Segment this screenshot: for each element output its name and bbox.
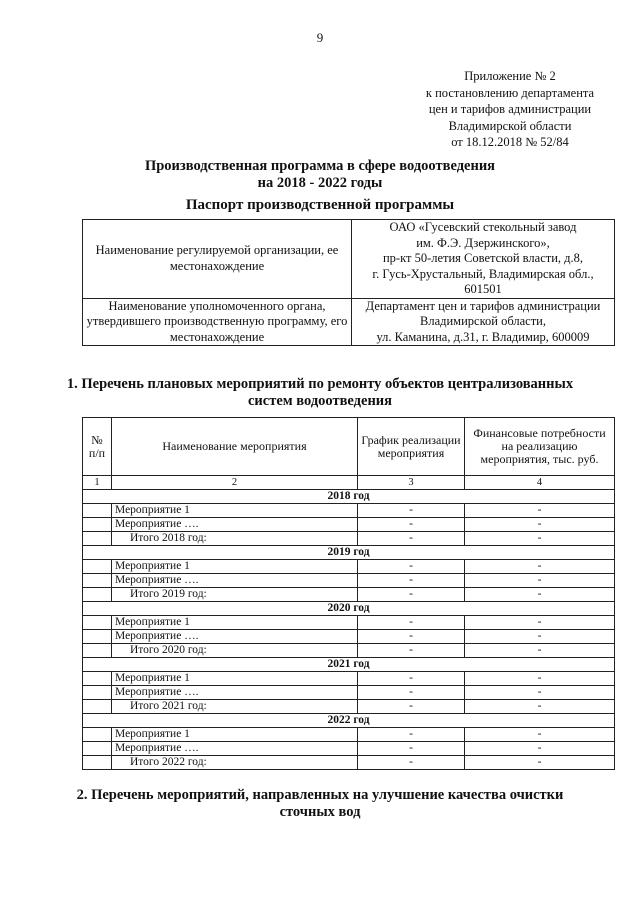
- activity-name: Мероприятие ….: [112, 630, 358, 644]
- row-number: [83, 518, 112, 532]
- schedule-value: -: [358, 574, 465, 588]
- table-row: [83, 672, 615, 686]
- table-row: [83, 630, 615, 644]
- header-schedule: График реализации мероприятия: [358, 418, 465, 476]
- activity-name: Мероприятие ….: [112, 574, 358, 588]
- document-title-line: на 2018 - 2022 годы: [257, 175, 383, 191]
- total-row: [83, 532, 615, 546]
- column-number-row: [83, 476, 615, 490]
- schedule-value: -: [358, 588, 465, 602]
- section1-title-line: систем водоотведения: [247, 393, 393, 409]
- header-activity-name: Наименование мероприятия: [112, 418, 358, 476]
- table-row: [83, 574, 615, 588]
- year-label: 2018 год: [83, 490, 615, 504]
- section2-title-line: 2. Перечень мероприятий, направленных на улучшение качества очистки: [76, 787, 564, 803]
- row-number: [83, 588, 112, 602]
- finance-value: -: [465, 532, 615, 546]
- passport-value-line: ул. Каманина, д.31, г. Владимир, 600009: [376, 329, 590, 344]
- appendix-line: к постановлению департамента: [425, 85, 595, 100]
- total-label: Итого 2019 год:: [112, 588, 358, 602]
- row-number: [83, 728, 112, 742]
- passport-heading: Паспорт производственной программы: [185, 197, 455, 213]
- activity-name: Мероприятие ….: [112, 518, 358, 532]
- schedule-value: -: [358, 532, 465, 546]
- row-number: [83, 630, 112, 644]
- finance-value: -: [465, 686, 615, 700]
- row-number: [83, 574, 112, 588]
- schedule-value: -: [358, 672, 465, 686]
- section2-title: [0, 787, 640, 821]
- schedule-value: -: [358, 616, 465, 630]
- finance-value: -: [465, 644, 615, 658]
- total-label: Итого 2022 год:: [112, 756, 358, 770]
- schedule-value: -: [358, 644, 465, 658]
- row-number: [83, 532, 112, 546]
- passport-value: [352, 298, 615, 346]
- schedule-value: -: [358, 504, 465, 518]
- year-label: 2021 год: [83, 658, 615, 672]
- section2-title-line: сточных вод: [279, 804, 361, 820]
- finance-value: -: [465, 756, 615, 770]
- table-row: [83, 560, 615, 574]
- passport-value-line: им. Ф.Э. Дзержинского»,: [416, 235, 550, 250]
- passport-label: Наименование уполномоченного органа, утвердившего производственную программу, его местонахождение: [83, 298, 352, 346]
- row-number: [83, 560, 112, 574]
- finance-value: -: [465, 574, 615, 588]
- finance-value: -: [465, 560, 615, 574]
- row-number: [83, 756, 112, 770]
- table-row: [83, 728, 615, 742]
- appendix-block: [405, 68, 615, 151]
- total-row: [83, 588, 615, 602]
- total-label: Итого 2021 год:: [112, 700, 358, 714]
- total-label: Итого 2020 год:: [112, 644, 358, 658]
- passport-value-line: Департамент цен и тарифов администрации: [365, 298, 601, 313]
- document-title: [0, 158, 640, 192]
- schedule-value: -: [358, 728, 465, 742]
- passport-value-line: Владимирской области,: [420, 314, 546, 328]
- passport-value-line: пр-кт 50-летия Советской власти, д.8,: [382, 251, 584, 265]
- row-number: [83, 644, 112, 658]
- year-row: [83, 490, 615, 504]
- passport-row: [83, 298, 615, 346]
- finance-value: -: [465, 700, 615, 714]
- row-number: [83, 742, 112, 756]
- year-row: [83, 546, 615, 560]
- year-row: [83, 602, 615, 616]
- activity-name: Мероприятие 1: [112, 616, 358, 630]
- total-row: [83, 644, 615, 658]
- activities-table: [82, 417, 615, 770]
- passport-value-line: г. Гусь-Хрустальный, Владимирская обл.,: [372, 266, 594, 281]
- total-row: [83, 756, 615, 770]
- table-row: [83, 504, 615, 518]
- finance-value: -: [465, 616, 615, 630]
- schedule-value: -: [358, 518, 465, 532]
- activity-name: Мероприятие 1: [112, 560, 358, 574]
- finance-value: -: [465, 588, 615, 602]
- document-title-line: Производственная программа в сфере водоотведения: [144, 158, 496, 174]
- passport-label: Наименование регулируемой организации, ее местонахождение: [83, 220, 352, 299]
- schedule-value: -: [358, 560, 465, 574]
- column-number: 2: [112, 476, 358, 490]
- finance-value: -: [465, 672, 615, 686]
- header-number: № п/п: [83, 418, 112, 476]
- schedule-value: -: [358, 700, 465, 714]
- year-row: [83, 658, 615, 672]
- appendix-line: от 18.12.2018 № 52/84: [451, 135, 569, 149]
- activity-name: Мероприятие 1: [112, 672, 358, 686]
- row-number: [83, 686, 112, 700]
- table-header-row: [83, 418, 615, 476]
- appendix-line: Владимирской области: [448, 118, 572, 133]
- row-number: [83, 616, 112, 630]
- table-row: [83, 616, 615, 630]
- page-number: 9: [316, 30, 324, 45]
- finance-value: -: [465, 630, 615, 644]
- header-finance: Финансовые потребности на реализацию мероприятия, тыс. руб.: [465, 418, 615, 476]
- year-label: 2022 год: [83, 714, 615, 728]
- year-label: 2020 год: [83, 602, 615, 616]
- finance-value: -: [465, 518, 615, 532]
- activity-name: Мероприятие ….: [112, 742, 358, 756]
- appendix-line: цен и тарифов администрации: [428, 102, 592, 116]
- finance-value: -: [465, 504, 615, 518]
- schedule-value: -: [358, 630, 465, 644]
- finance-value: -: [465, 742, 615, 756]
- section1-title: [0, 376, 640, 410]
- activity-name: Мероприятие 1: [112, 504, 358, 518]
- row-number: [83, 700, 112, 714]
- passport-row: [83, 220, 615, 299]
- activity-name: Мероприятие 1: [112, 728, 358, 742]
- row-number: [83, 504, 112, 518]
- total-row: [83, 700, 615, 714]
- year-row: [83, 714, 615, 728]
- appendix-line: Приложение № 2: [464, 69, 556, 83]
- section1-title-line: 1. Перечень плановых мероприятий по ремонту объектов централизованных: [66, 376, 574, 392]
- total-label: Итого 2018 год:: [112, 532, 358, 546]
- passport-table: [82, 219, 615, 346]
- table-row: [83, 742, 615, 756]
- schedule-value: -: [358, 686, 465, 700]
- passport-value: [352, 220, 615, 299]
- row-number: [83, 672, 112, 686]
- finance-value: -: [465, 728, 615, 742]
- column-number: 1: [83, 476, 112, 490]
- table-row: [83, 518, 615, 532]
- column-number: 4: [465, 476, 615, 490]
- passport-value-line: 601501: [464, 282, 502, 296]
- table-row: [83, 686, 615, 700]
- year-label: 2019 год: [83, 546, 615, 560]
- column-number: 3: [358, 476, 465, 490]
- schedule-value: -: [358, 756, 465, 770]
- activity-name: Мероприятие ….: [112, 686, 358, 700]
- schedule-value: -: [358, 742, 465, 756]
- passport-value-line: ОАО «Гусевский стекольный завод: [389, 220, 577, 234]
